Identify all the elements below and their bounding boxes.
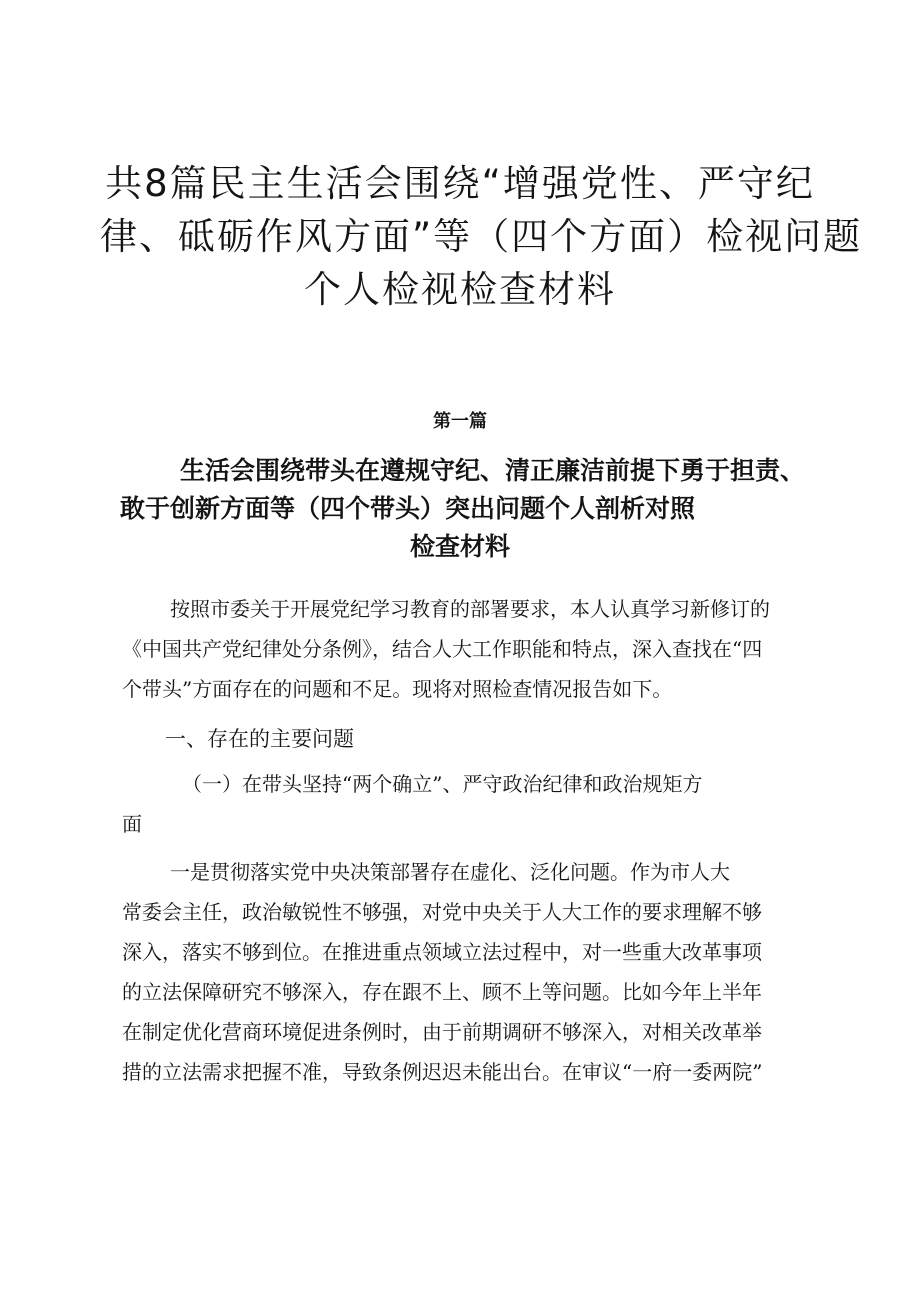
paragraph-line: 措的立法需求把握不准，导致条例迟迟未能出台。在审议“一府一委两院” [122, 1060, 763, 1084]
heading-line: （一）在带头坚持“两个确立”、严守政治纪律和政治规矩方 [182, 772, 703, 796]
paragraph-line: 《中国共产党纪律处分条例》，结合人大工作职能和特点，深入查找在“四 [122, 637, 763, 661]
title-line: 律、砥砺作风方面”等（四个方面）检视问题 [100, 215, 863, 258]
heading-level-2 [122, 764, 812, 844]
subtitle-line: 检查材料 [409, 532, 510, 561]
section-subtitle [120, 452, 820, 566]
paragraph-line: 按照市委关于开展党纪学习教育的部署要求，本人认真学习新修订的 [170, 597, 770, 621]
title-line: 共8篇民主生活会围绕“增强党性、严守纪 [105, 162, 815, 205]
paragraph-line: 常委会主任，政治敏锐性不够强，对党中央关于人大工作的要求理解不够 [122, 900, 762, 924]
paragraph-line: 深入，落实不够到位。在推进重点领域立法过程中，对一些重大改革事项 [122, 940, 762, 964]
paragraph-line: 个带头”方面存在的问题和不足。现将对照检查情况报告如下。 [122, 677, 673, 701]
heading-line: 面 [122, 812, 142, 836]
paragraph-line: 在制定优化营商环境促进条例时，由于前期调研不够深入，对相关改革举 [122, 1020, 762, 1044]
subtitle-line: 敢于创新方面等（四个带头）突出问题个人剖析对照 [120, 494, 696, 523]
section-label: 第一篇 [433, 411, 487, 432]
document-title [100, 157, 863, 316]
paragraph-line: 一是贯彻落实党中央决策部署存在虚化、泛化问题。作为市人大 [170, 860, 730, 884]
heading-level-1: 一、存在的主要问题 [165, 727, 354, 751]
body-paragraph [122, 852, 812, 1092]
paragraph-line: 的立法保障研究不够深入，存在跟不上、顾不上等问题。比如今年上半年 [122, 980, 762, 1004]
title-line: 个人检视检查材料 [304, 268, 616, 311]
intro-paragraph [122, 589, 812, 709]
subtitle-line: 生活会围绕带头在遵规守纪、清正廉洁前提下勇于担责、 [180, 456, 806, 485]
